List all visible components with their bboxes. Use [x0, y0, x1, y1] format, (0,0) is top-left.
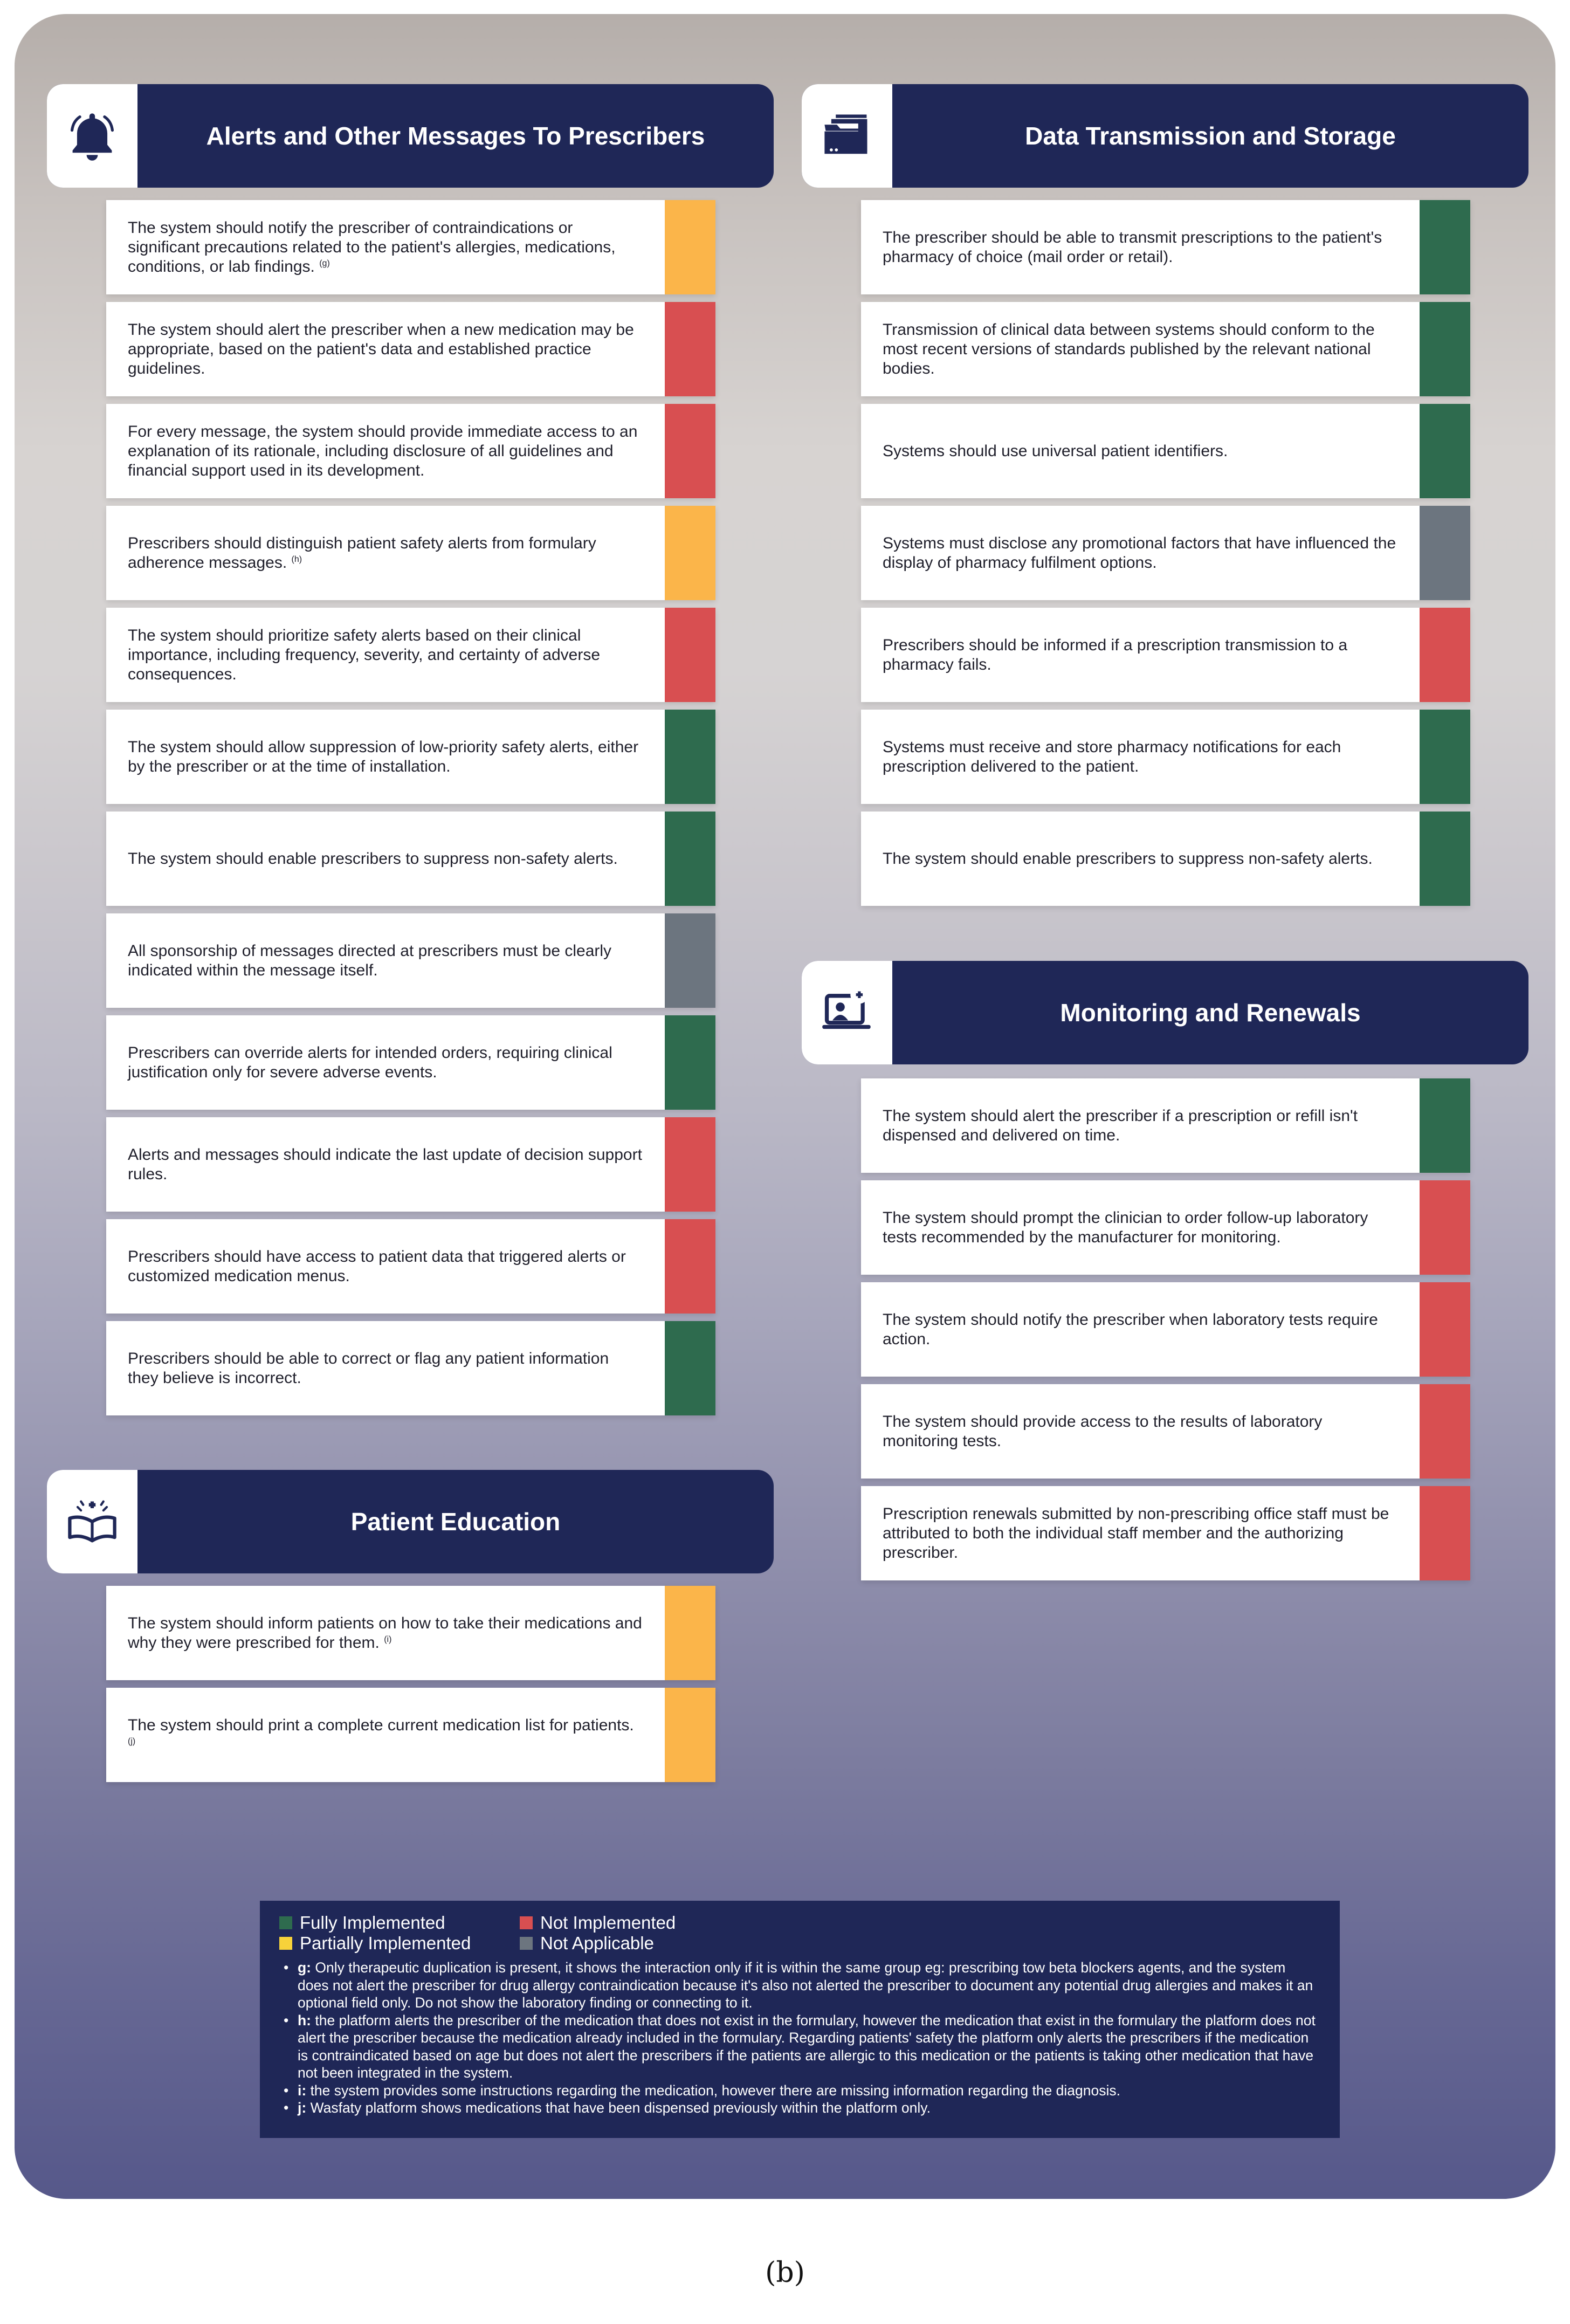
data-section-title: Data Transmission and Storage: [1025, 122, 1396, 150]
status-indicator-fully: [665, 812, 715, 906]
requirement-text-wrap: [128, 812, 642, 906]
legend-note-text: Wasfaty platform shows medications that have been dispensed previously within the platform only.: [310, 2100, 931, 2116]
legend-box: [260, 1901, 1340, 2138]
monitoring-icon-box: [802, 961, 892, 1064]
status-indicator-partial: [665, 1688, 715, 1782]
requirement-card: [106, 200, 715, 294]
requirement-text: The system should inform patients on how to take their medications and why they were prescribed for them.: [128, 1614, 642, 1652]
requirement-text-wrap: [128, 1586, 642, 1680]
requirement-text-wrap: [883, 404, 1397, 498]
status-indicator-not: [665, 302, 715, 396]
legend-note: [283, 1959, 1320, 2012]
requirement-text-wrap: [883, 1282, 1397, 1377]
status-indicator-na: [1420, 506, 1470, 600]
requirement-text-wrap: [128, 913, 642, 1008]
figure-caption: (b): [765, 2257, 805, 2289]
legend-note-tag: j:: [298, 2100, 307, 2116]
legend-not: [520, 1913, 676, 1933]
status-indicator-partial: [665, 200, 715, 294]
legend-na-swatch: [520, 1937, 533, 1950]
status-indicator-not: [1420, 1282, 1470, 1377]
requirement-text: Prescribers should have access to patient data that triggered alerts or customized medication menus.: [128, 1247, 626, 1285]
requirement-text-wrap: [128, 506, 642, 600]
requirement-text: Prescribers should distinguish patient safety alerts from formulary adherence messages.: [128, 534, 596, 572]
requirement-text-wrap: [128, 710, 642, 804]
status-indicator-partial: [665, 506, 715, 600]
status-indicator-fully: [1420, 404, 1470, 498]
data-section-header: [802, 84, 1528, 188]
status-indicator-not: [1420, 1180, 1470, 1275]
requirement-text: The system should enable prescribers to suppress non-safety alerts.: [128, 849, 618, 868]
legend-note-text: Only therapeutic duplication is present, it shows the interaction only if it is within the same group eg: prescribing tow beta blockers agents, and the system does not alert the prescriber for drug allergy contraindication because it's also not alerted the prescriber to document any potential drug allergies and makes it an optional field only. Do not show the laboratory finding or connecting to it.: [298, 1959, 1313, 2011]
alerts-icon-box: [47, 84, 137, 188]
requirement-card: [861, 1384, 1470, 1479]
requirement-text-wrap: [883, 302, 1397, 396]
status-indicator-not: [1420, 1384, 1470, 1479]
requirement-text: Prescribers can override alerts for intended orders, requiring clinical justification only for severe adverse events.: [128, 1043, 612, 1081]
status-indicator-fully: [1420, 302, 1470, 396]
requirement-text-wrap: [883, 1486, 1397, 1580]
requirement-text: Systems should use universal patient identifiers.: [883, 442, 1228, 460]
requirement-text: Prescribers should be informed if a prescription transmission to a pharmacy fails.: [883, 636, 1348, 673]
footnote-marker: (j): [128, 1736, 136, 1746]
legend-fully-swatch: [279, 1916, 292, 1929]
status-indicator-fully: [1420, 1078, 1470, 1173]
requirement-text: Systems must receive and store pharmacy notifications for each prescription delivered to the patient.: [883, 738, 1341, 775]
requirement-text: The system should notify the prescriber when laboratory tests require action.: [883, 1310, 1378, 1348]
requirement-text: The system should allow suppression of low-priority safety alerts, either by the prescriber or at the time of installation.: [128, 738, 639, 775]
legend-notes: [283, 1959, 1320, 2117]
status-indicator-fully: [665, 1015, 715, 1110]
requirement-text: The system should prioritize safety alerts based on their clinical importance, including frequency, severity, and certainty of adverse consequences.: [128, 626, 601, 683]
status-indicator-not: [1420, 1486, 1470, 1580]
requirement-text: Prescription renewals submitted by non-prescribing office staff must be attributed to both the individual staff member and the authorizing prescriber.: [883, 1504, 1389, 1562]
status-indicator-fully: [665, 710, 715, 804]
status-indicator-not: [665, 608, 715, 702]
requirement-text-wrap: [883, 608, 1397, 702]
education-section-title: Patient Education: [350, 1508, 561, 1536]
requirement-card: [861, 1282, 1470, 1377]
status-indicator-not: [1420, 608, 1470, 702]
requirement-text-wrap: [883, 200, 1397, 294]
alerts-section-title: Alerts and Other Messages To Prescribers: [206, 122, 705, 150]
requirement-text-wrap: [883, 1384, 1397, 1479]
requirement-text: The system should print a complete current medication list for patients.: [128, 1716, 634, 1734]
infographic-panel: [15, 14, 1555, 2199]
requirement-text-wrap: [128, 404, 642, 498]
requirement-text-wrap: [883, 506, 1397, 600]
requirement-card: [106, 812, 715, 906]
education-section-header: [47, 1470, 774, 1573]
requirement-card: [106, 913, 715, 1008]
status-indicator-not: [665, 404, 715, 498]
legend-not-swatch: [520, 1916, 533, 1929]
requirement-text-wrap: [128, 1015, 642, 1110]
status-indicator-na: [665, 913, 715, 1008]
legend-note-tag: i:: [298, 2082, 307, 2099]
footnote-marker: (h): [291, 554, 302, 564]
legend-note: [283, 2099, 1320, 2117]
status-indicator-not: [665, 1117, 715, 1212]
requirement-card: [861, 302, 1470, 396]
legend-partial-swatch: [279, 1937, 292, 1950]
legend-partial-label: Partially Implemented: [300, 1933, 471, 1953]
alerts-section-header: [47, 84, 774, 188]
monitoring-section-header: [802, 961, 1528, 1064]
requirement-text: The system should alert the prescriber when a new medication may be appropriate, based on the patient's data and established practice guidelines.: [128, 320, 634, 377]
footnote-marker: (g): [319, 258, 330, 268]
requirement-text: The prescriber should be able to transmit prescriptions to the patient's pharmacy of choice (mail order or retail).: [883, 228, 1382, 266]
requirement-text: The system should enable prescribers to suppress non-safety alerts.: [883, 849, 1373, 868]
legend-note-tag: h:: [298, 2012, 312, 2029]
status-indicator-fully: [665, 1321, 715, 1415]
status-indicator-partial: [665, 1586, 715, 1680]
requirement-text: Alerts and messages should indicate the last update of decision support rules.: [128, 1145, 642, 1183]
status-indicator-fully: [1420, 812, 1470, 906]
legend-partial: [279, 1933, 471, 1954]
requirement-text-wrap: [883, 1078, 1397, 1173]
requirement-text: The system should provide access to the results of laboratory monitoring tests.: [883, 1412, 1323, 1450]
requirement-text: Transmission of clinical data between systems should conform to the most recent versions of standards published by the relevant national bodies.: [883, 320, 1375, 377]
status-indicator-fully: [1420, 200, 1470, 294]
requirement-card: [861, 608, 1470, 702]
requirement-card: [106, 1586, 715, 1680]
requirement-card: [106, 1688, 715, 1782]
requirement-card: [861, 1486, 1470, 1580]
requirement-text-wrap: [128, 1219, 642, 1314]
requirement-card: [861, 506, 1470, 600]
requirement-card: [861, 200, 1470, 294]
requirement-card: [861, 1180, 1470, 1275]
requirement-text-wrap: [128, 1117, 642, 1212]
requirement-text-wrap: [128, 1688, 642, 1782]
status-indicator-fully: [1420, 710, 1470, 804]
telehealth-icon: [819, 985, 875, 1041]
requirement-text-wrap: [128, 608, 642, 702]
requirement-card: [106, 302, 715, 396]
requirement-text-wrap: [883, 710, 1397, 804]
requirement-text: All sponsorship of messages directed at prescribers must be clearly indicated within the message itself.: [128, 941, 612, 979]
requirement-text-wrap: [883, 812, 1397, 906]
requirement-text: The system should notify the prescriber of contraindications or significant precautions related to the patient's allergies, medications, conditions, or lab findings.: [128, 218, 616, 276]
requirement-text-wrap: [128, 302, 642, 396]
medical-book-icon: [64, 1494, 120, 1550]
legend-not-label: Not Implemented: [540, 1913, 676, 1933]
requirement-card: [106, 1219, 715, 1314]
legend-fully-label: Fully Implemented: [300, 1913, 445, 1933]
requirement-card: [106, 1321, 715, 1415]
requirement-text: For every message, the system should provide immediate access to an explanation of its rationale, including disclosure of all guidelines and financial support used in its development.: [128, 422, 638, 479]
legend-na-label: Not Applicable: [540, 1933, 654, 1953]
requirement-card: [861, 710, 1470, 804]
bell-icon: [64, 108, 120, 164]
requirement-card: [106, 608, 715, 702]
requirement-text-wrap: [128, 1321, 642, 1415]
footnote-marker: (i): [384, 1634, 392, 1644]
requirement-text: The system should prompt the clinician to order follow-up laboratory tests recommended by the manufacturer for monitoring.: [883, 1208, 1368, 1246]
legend-note: [283, 2012, 1320, 2082]
requirement-text-wrap: [128, 200, 642, 294]
requirement-card: [106, 1015, 715, 1110]
requirement-card: [861, 1078, 1470, 1173]
requirement-text: Systems must disclose any promotional factors that have influenced the display of pharmacy fulfilment options.: [883, 534, 1396, 572]
legend-na: [520, 1933, 654, 1954]
legend-note-text: the system provides some instructions regarding the medication, however there are missing information regarding the diagnosis.: [310, 2082, 1120, 2099]
requirement-card: [106, 404, 715, 498]
legend-fully: [279, 1913, 445, 1933]
requirement-card: [106, 506, 715, 600]
requirement-text-wrap: [883, 1180, 1397, 1275]
requirement-text: Prescribers should be able to correct or flag any patient information they believe is incorrect.: [128, 1349, 609, 1387]
requirement-card: [106, 1117, 715, 1212]
requirement-card: [861, 404, 1470, 498]
folders-icon: [819, 108, 875, 164]
status-indicator-not: [665, 1219, 715, 1314]
legend-note: [283, 2082, 1320, 2100]
legend-note-tag: g:: [298, 1959, 312, 1976]
education-icon-box: [47, 1470, 137, 1573]
monitoring-section-title: Monitoring and Renewals: [1060, 999, 1361, 1027]
data-icon-box: [802, 84, 892, 188]
requirement-card: [861, 812, 1470, 906]
requirement-text: The system should alert the prescriber if a prescription or refill isn't dispensed and delivered on time.: [883, 1106, 1358, 1144]
requirement-card: [106, 710, 715, 804]
legend-note-text: the platform alerts the prescriber of the medication that does not exist in the formulary, however the medication that exist in the formulary the platform does not alert the prescriber because the medication already included in the formulary. Regarding patients' safety the platform only alerts the prescribers if the medication is contraindicated based on age but does not alert the prescribers if the patients are allergic to this medication or the patients is taking other medication that have not been integrated in the system.: [298, 2012, 1316, 2081]
